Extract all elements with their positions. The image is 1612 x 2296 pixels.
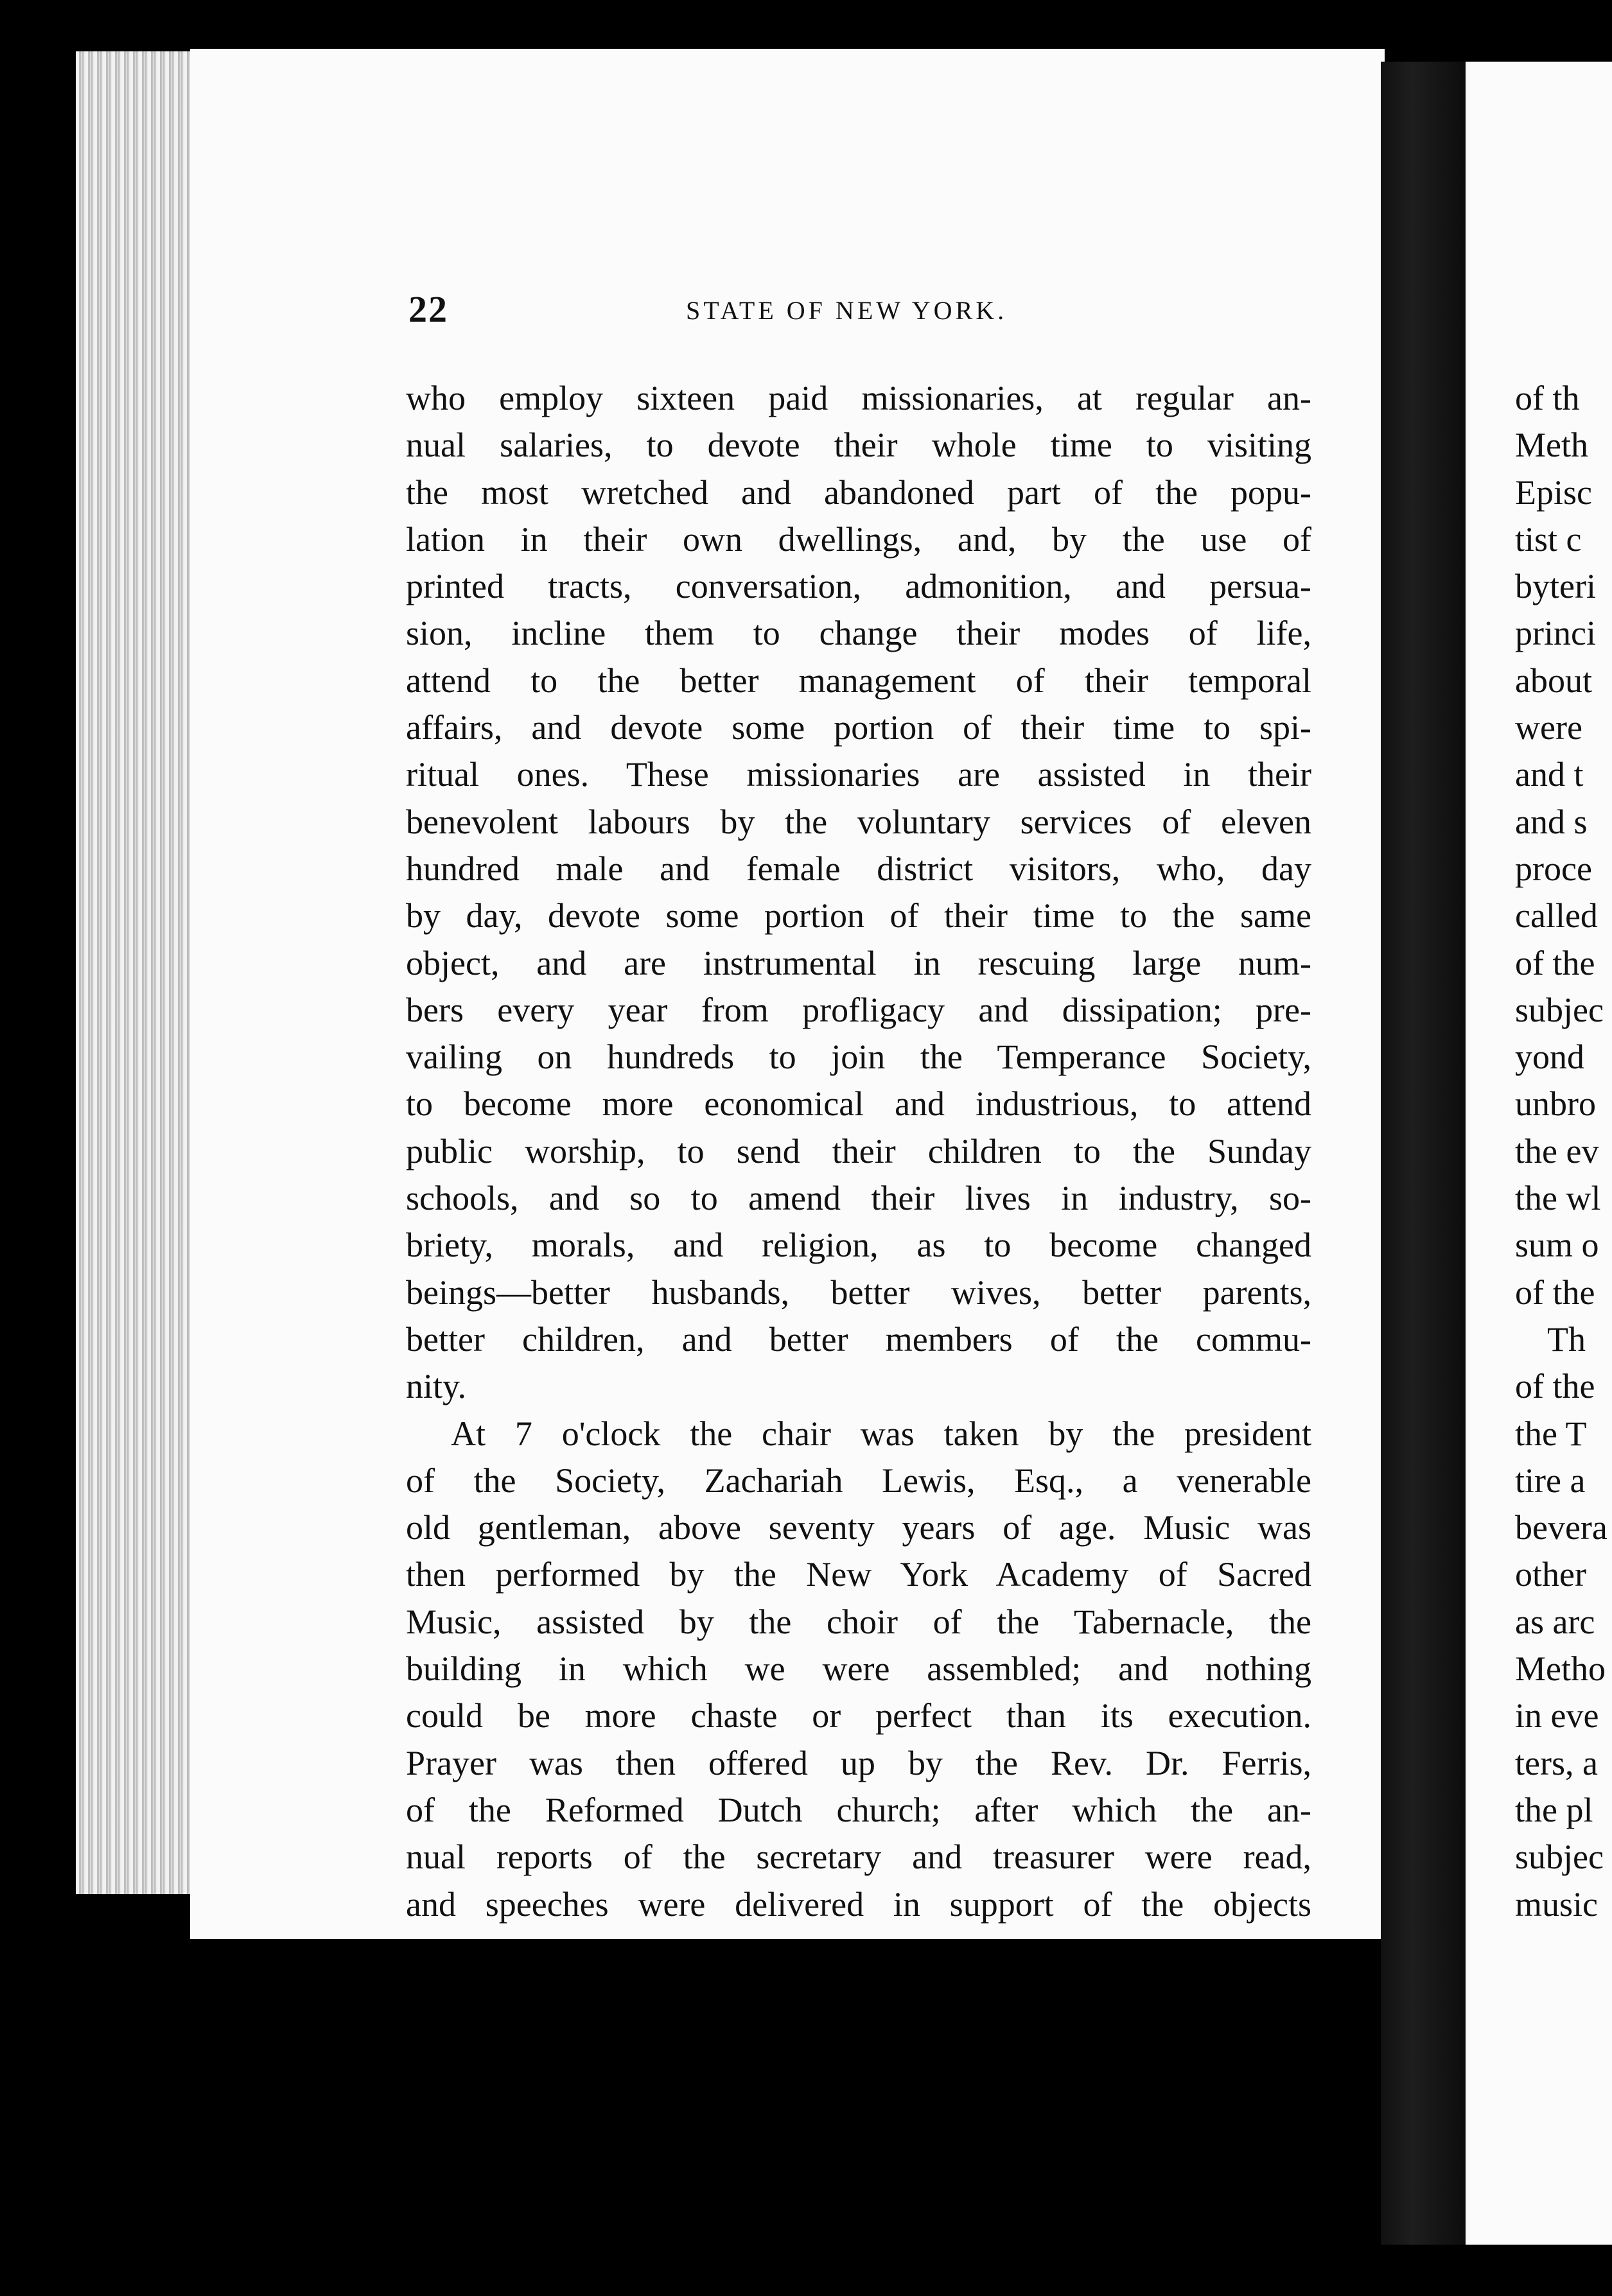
right-page-line: other [1515, 1555, 1586, 1594]
paragraph [406, 1411, 1311, 1928]
right-page-line: Episc [1515, 473, 1592, 512]
page-number: 22 [408, 288, 448, 330]
text-line: who employ sixteen paid missionaries, at regular an- [406, 379, 1311, 417]
text-line: to become more economical and industrious, to attend [406, 1084, 1311, 1124]
right-page-text [1515, 375, 1612, 1928]
running-head: STATE OF NEW YORK. [686, 296, 1008, 325]
right-page-line: Th [1547, 1319, 1586, 1359]
text-line: vailing on hundreds to join the Temperance Society, [406, 1038, 1311, 1077]
text-line: lation in their own dwellings, and, by the use of [406, 519, 1311, 559]
text-line: nual reports of the secretary and treasurer were read, [406, 1838, 1311, 1877]
right-page-line: of the [1515, 1367, 1595, 1406]
right-page-line: the pl [1515, 1790, 1593, 1829]
text-line: sion, incline them to change their modes of life, [406, 614, 1311, 653]
right-page-line: ters, a [1515, 1743, 1598, 1782]
text-line: object, and are instrumental in rescuing large num- [406, 943, 1311, 982]
text-line: of the Reformed Dutch church; after which the an- [406, 1790, 1311, 1829]
text-line: nity. [406, 1367, 466, 1406]
right-page-line: about [1515, 661, 1592, 700]
text-line: attend to the better management of their temporal [406, 661, 1311, 700]
right-page-line: called [1515, 896, 1598, 935]
right-page-line: proce [1515, 849, 1592, 888]
text-line: benevolent labours by the voluntary services of eleven [406, 802, 1311, 841]
text-line: affairs, and devote some portion of their time to spi- [406, 708, 1311, 747]
right-page-line: the ev [1515, 1131, 1599, 1170]
text-line: by day, devote some portion of their time to the same [406, 896, 1311, 935]
text-line: public worship, to send their children to the Sunday [406, 1131, 1311, 1170]
right-page-line: tire a [1515, 1461, 1586, 1500]
right-page-line: subjec [1515, 1838, 1604, 1877]
right-page-line: and t [1515, 755, 1584, 794]
right-page-line: tist c [1515, 519, 1582, 559]
text-line: hundred male and female district visitors, who, day [406, 849, 1311, 888]
right-page-line: bevera [1515, 1508, 1608, 1547]
text-line: then performed by the New York Academy of Sacred [406, 1555, 1311, 1594]
right-page-line: Metho [1515, 1649, 1606, 1689]
paragraph [406, 375, 1311, 1411]
right-page-line: in eve [1515, 1696, 1599, 1735]
text-line: of the Society, Zachariah Lewis, Esq., a venerable [406, 1461, 1311, 1500]
body-text [406, 375, 1311, 1928]
text-line: better children, and better members of the commu- [406, 1319, 1311, 1359]
right-page-line: of the [1515, 1273, 1595, 1312]
right-page-line: music [1515, 1884, 1598, 1924]
right-page-line: yond [1515, 1038, 1584, 1077]
right-page-line: subjec [1515, 990, 1604, 1029]
right-page-line: and s [1515, 802, 1588, 841]
text-line: schools, and so to amend their lives in industry, so- [406, 1179, 1311, 1218]
text-line: Music, assisted by the choir of the Tabernacle, the [406, 1602, 1311, 1641]
right-page-line: sum o [1515, 1226, 1599, 1265]
right-page-line: of th [1515, 379, 1580, 417]
right-page [1466, 62, 1612, 2245]
text-line: ritual ones. These missionaries are assisted in their [406, 755, 1311, 794]
text-line: nual salaries, to devote their whole time to visiting [406, 426, 1311, 465]
page-edge-stack [76, 51, 193, 1894]
text-line: printed tracts, conversation, admonition, and persua- [406, 567, 1311, 606]
right-page-line: of the [1515, 943, 1595, 982]
text-line: briety, morals, and religion, as to become changed [406, 1226, 1311, 1265]
text-line: could be more chaste or perfect than its execution. [406, 1696, 1311, 1735]
right-page-line: byteri [1515, 567, 1596, 606]
right-page-line: the wl [1515, 1179, 1601, 1218]
right-page-line: unbro [1515, 1084, 1596, 1124]
right-page-line: were [1515, 708, 1582, 747]
book-gutter [1381, 62, 1471, 2245]
text-line: old gentleman, above seventy years of age. Music was [406, 1508, 1311, 1547]
text-line: and speeches were delivered in support of the objects [406, 1884, 1311, 1924]
text-line: bers every year from profligacy and dissipation; pre- [406, 990, 1311, 1029]
right-page-line: as arc [1515, 1602, 1595, 1641]
right-page-line: princi [1515, 614, 1596, 653]
right-page-line: Meth [1515, 426, 1588, 465]
text-line: the most wretched and abandoned part of the popu- [406, 473, 1311, 512]
text-line: building in which we were assembled; and nothing [406, 1649, 1311, 1689]
page-header [408, 288, 1308, 333]
text-line: Prayer was then offered up by the Rev. Dr. Ferris, [406, 1743, 1311, 1782]
right-page-line: the T [1515, 1414, 1587, 1453]
text-line: beings—better husbands, better wives, better parents, [406, 1273, 1311, 1312]
text-line: At 7 o'clock the chair was taken by the president [451, 1414, 1311, 1453]
